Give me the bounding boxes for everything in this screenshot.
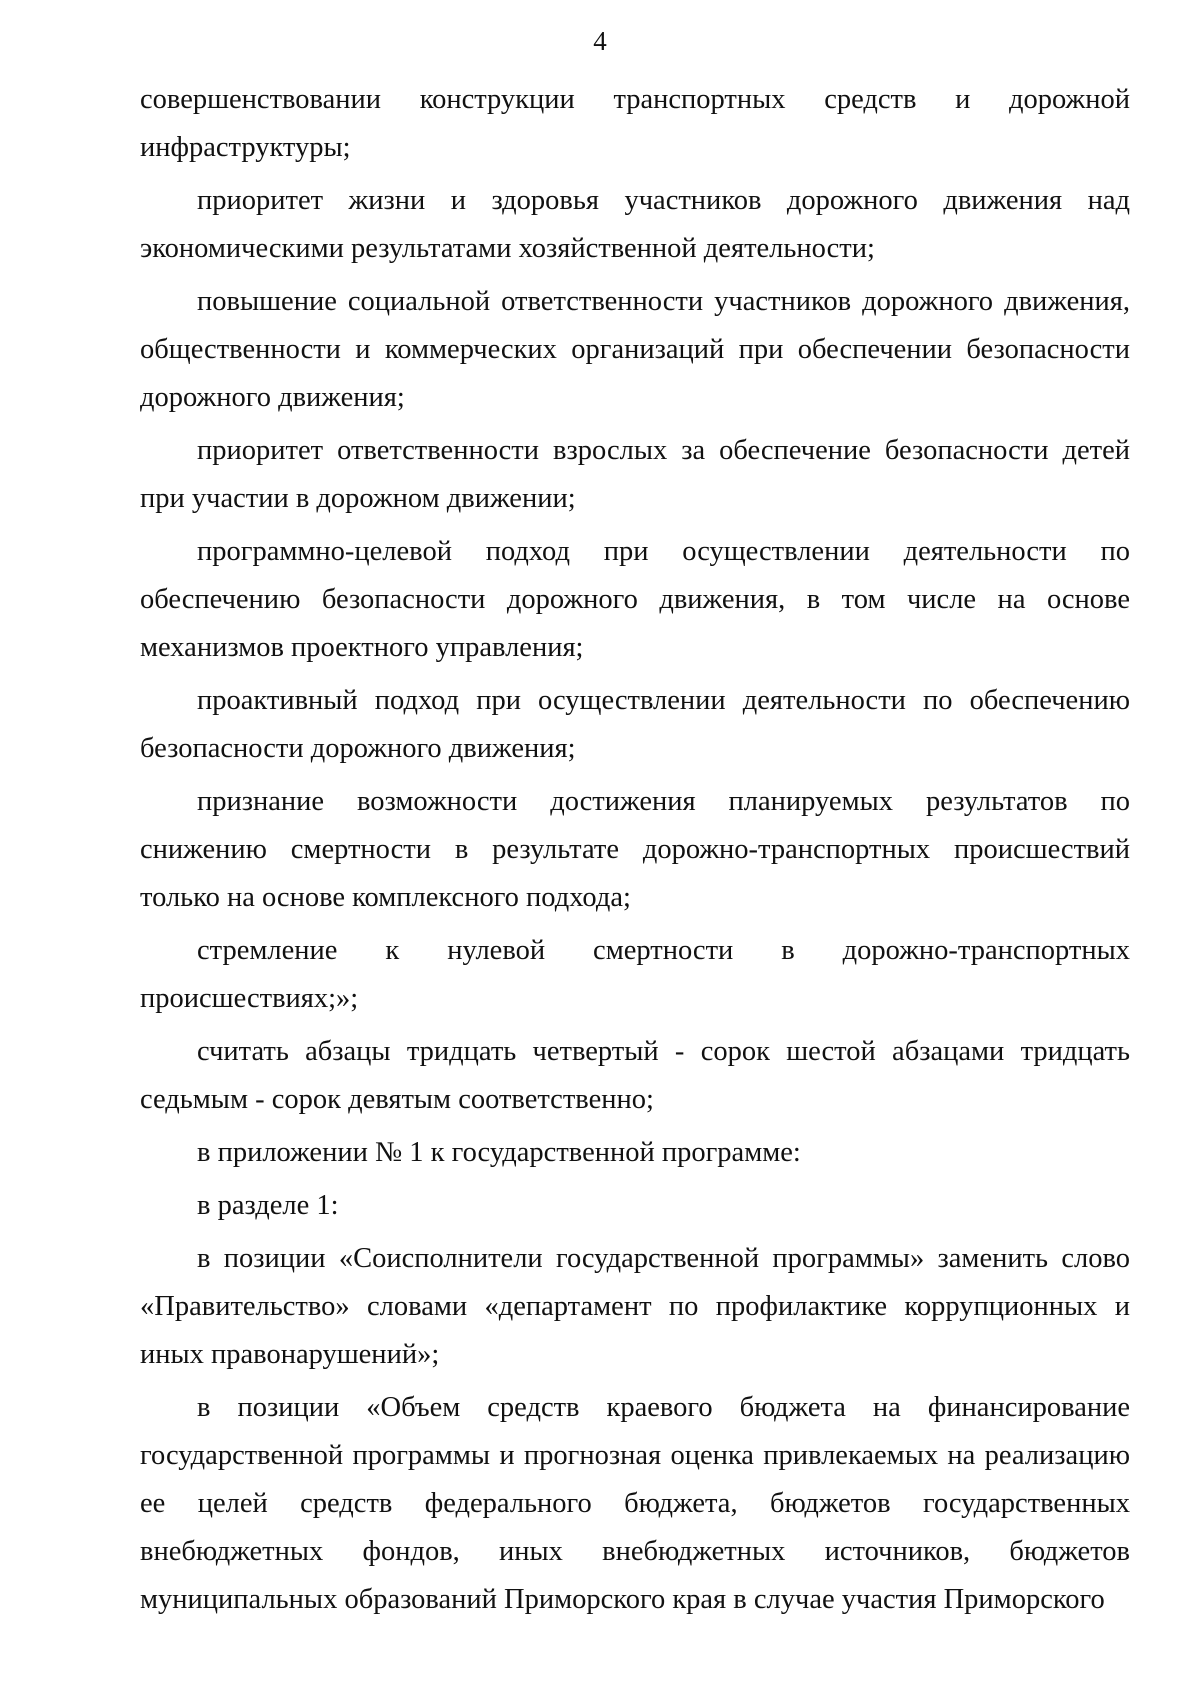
paragraph-2: приоритет жизни и здоровья участников дорожного движения над экономическими результатами хозяйственной деятельности; <box>140 185 1130 264</box>
page-number: 4 <box>593 26 607 56</box>
paragraph-13: в позиции «Объем средств краевого бюджета на финансирование государственной программы и прогнозная оценка привлекаемых на реализацию ее целей средств федерального бюджета, бюджетов государственных внебюджетных фондов, иных внебюджетных источников, бюджетов муниципальных образований Приморского края в случае участия Приморского <box>140 1392 1130 1615</box>
paragraph-11: в разделе 1: <box>197 1190 339 1221</box>
paragraph-3: повышение социальной ответственности участников дорожного движения, общественности и коммерческих организаций при обеспечении безопасности дорожного движения; <box>140 286 1130 413</box>
paragraph-4: приоритет ответственности взрослых за обеспечение безопасности детей при участии в дорожном движении; <box>140 435 1130 514</box>
paragraph-1: совершенствовании конструкции транспортных средств и дорожной инфраструктуры; <box>140 84 1130 163</box>
paragraph-7: признание возможности достижения планируемых результатов по снижению смертности в результате дорожно-транспортных происшествий только на основе комплексного подхода; <box>140 786 1130 913</box>
paragraph-8: стремление к нулевой смертности в дорожно-транспортных происшествиях;»; <box>140 935 1130 1014</box>
paragraph-10: в приложении № 1 к государственной программе: <box>197 1137 801 1168</box>
document-body <box>140 76 1130 1629</box>
paragraph-6: проактивный подход при осуществлении деятельности по обеспечению безопасности дорожного движения; <box>140 685 1130 764</box>
paragraph-12: в позиции «Соисполнители государственной программы» заменить слово «Правительство» словами «департамент по профилактике коррупционных и иных правонарушений»; <box>140 1243 1130 1370</box>
paragraph-5: программно-целевой подход при осуществлении деятельности по обеспечению безопасности дорожного движения, в том числе на основе механизмов проектного управления; <box>140 536 1130 663</box>
paragraph-9: считать абзацы тридцать четвертый - сорок шестой абзацами тридцать седьмым - сорок девятым соответственно; <box>140 1036 1130 1115</box>
